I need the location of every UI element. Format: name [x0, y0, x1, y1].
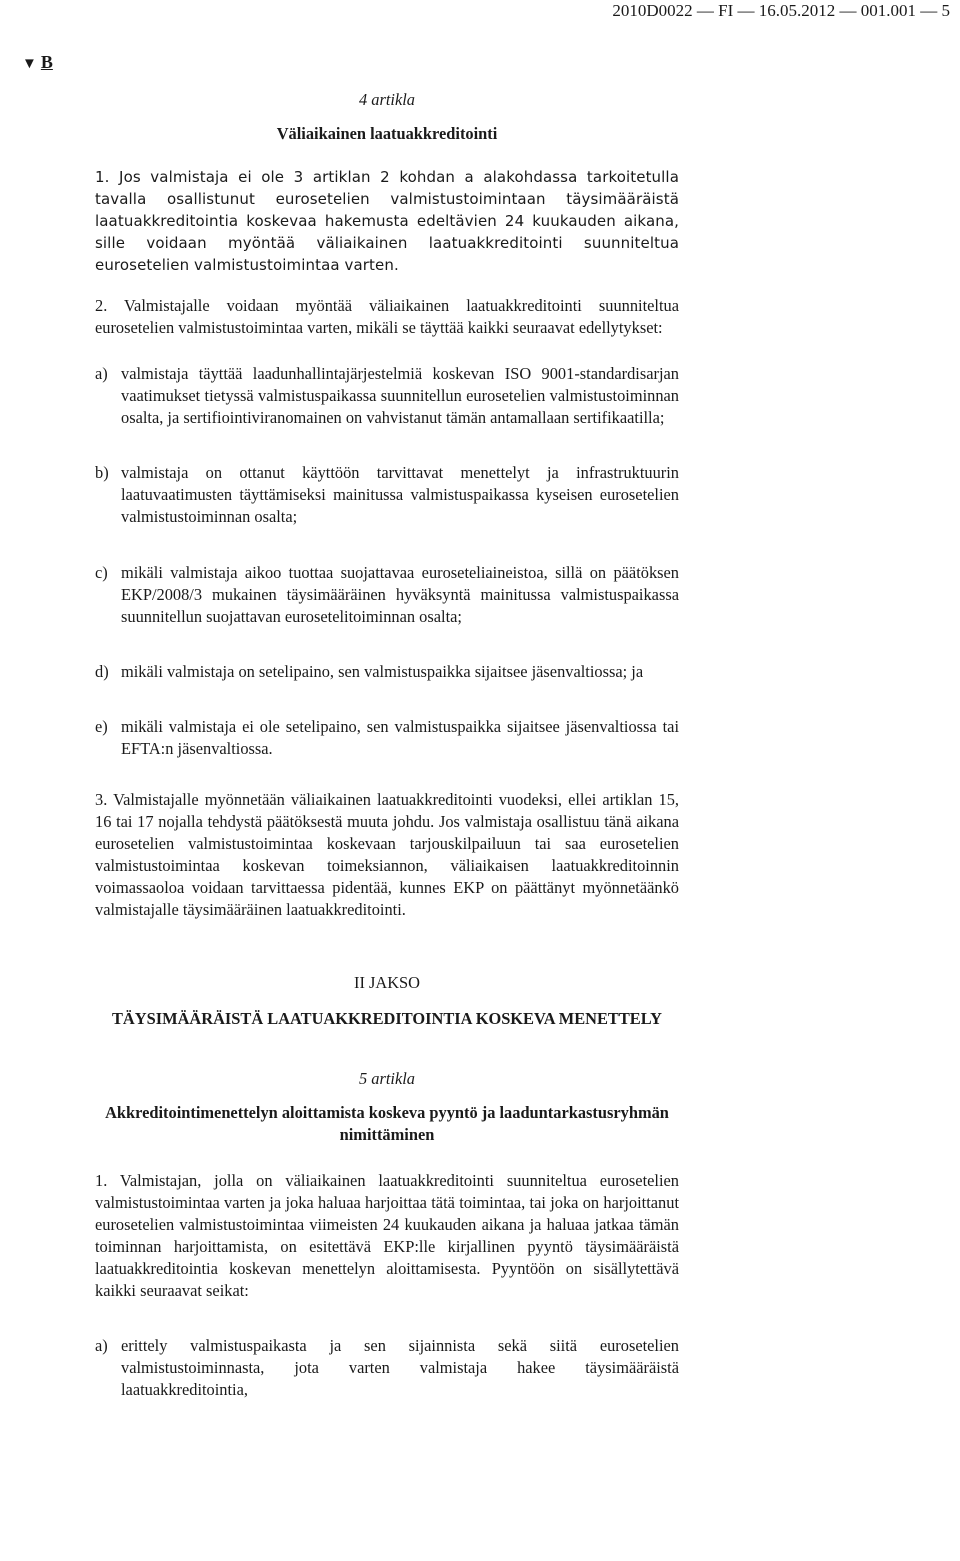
item-label: e) — [95, 717, 108, 736]
article-5-title: Akkreditointimenettelyn aloittamista koskeva pyyntö ja laaduntarkastusryhmän nimittäminen — [105, 1103, 669, 1144]
article-5-number: 5 artikla — [359, 1069, 415, 1088]
amendment-marker — [22, 50, 53, 76]
article-4-paragraph-1: 1. Jos valmistaja ei ole 3 artiklan 2 kohdan a alakohdassa tarkoitetulla tavalla osallistunut eurosetelien valmistustoimintaan täysimääräistä laatuakkreditointia koskevaa hakemusta edeltävien 24 kuukauden aikana, sille voidaan myöntää väliaikainen laatuakkreditointi suunniteltua eurosetelien valmistustoimintaa varten. — [95, 168, 679, 274]
item-text: erittely valmistuspaikasta ja sen sijainnista sekä siitä eurosetelien valmistustoiminnasta, jota varten valmistaja hakee täysimääräistä laatuakkreditointia, — [121, 1336, 679, 1399]
item-label: d) — [95, 662, 109, 681]
document-body — [95, 87, 679, 1401]
marker-label: B — [40, 52, 53, 72]
triangle-down-icon: ▼ — [22, 56, 37, 72]
article-5-item-a — [95, 1335, 679, 1401]
item-label: a) — [95, 1336, 108, 1355]
running-header: 2010D0022 — FI — 16.05.2012 — 001.001 — 5 — [612, 1, 950, 20]
article-4-item-b — [95, 462, 679, 528]
item-label: c) — [95, 563, 108, 582]
article-4-number: 4 artikla — [359, 90, 415, 109]
item-text: valmistaja on ottanut käyttöön tarvittavat menettelyt ja infrastruktuurin laatuvaatimusten täyttämiseksi mainitussa valmistuspaikassa kyseisen eurosetelien valmistustoiminnan osalta; — [121, 463, 679, 526]
item-label: b) — [95, 463, 109, 482]
article-4-paragraph-3: 3. Valmistajalle myönnetään väliaikainen laatuakkreditointi vuodeksi, ellei artiklan 15, 16 tai 17 nojalla tehdystä päätöksestä muuta johdu. Jos valmistaja osallistuu tänä aikana eurosetelien valmistustoimintaa koskevaan tarjouskilpailuun tai saa eurosetelien valmistustoimintaa koskevan toimeksiannon, väliaikaisen laatuakkreditoinnin voimassaoloa voidaan tarvittaessa pidentää, kunnes EKP on päättänyt myönnetäänkö valmistajalle täysimääräinen laatuakkreditointi. — [95, 790, 679, 919]
item-text: mikäli valmistaja ei ole setelipaino, sen valmistuspaikka sijaitsee jäsenvaltiossa tai EFTA:n jäsenvaltiossa. — [121, 717, 679, 758]
section-2-title: TÄYSIMÄÄRÄISTÄ LAATUAKKREDITOINTIA KOSKEVA MENETTELY — [112, 1009, 662, 1028]
article-4-item-c — [95, 562, 679, 628]
item-text: mikäli valmistaja aikoo tuottaa suojattavaa euroseteliaineistoa, sillä on päätöksen EKP/2008/3 mukainen täysimääräinen hyväksyntä mainitussa valmistuspaikassa suunnitellun suojattavan eurosetelitoiminnan osalta; — [121, 563, 679, 626]
item-label: a) — [95, 364, 108, 383]
item-text: mikäli valmistaja on setelipaino, sen valmistuspaikka sijaitsee jäsenvaltiossa; ja — [121, 662, 644, 681]
article-4-item-e — [95, 716, 679, 760]
article-4-title: Väliaikainen laatuakkreditointi — [276, 124, 498, 143]
section-2-number: II JAKSO — [353, 973, 421, 992]
article-4-paragraph-2: 2. Valmistajalle voidaan myöntää väliaikainen laatuakkreditointi suunniteltua eurosetelien valmistustoimintaa varten, mikäli se täyttää kaikki seuraavat edellytykset: — [95, 296, 679, 337]
article-4-item-a — [95, 363, 679, 429]
article-5-paragraph-1: 1. Valmistajan, jolla on väliaikainen laatuakkreditointi suunniteltua eurosetelien valmistustoimintaa varten ja joka haluaa harjoittaa tätä toimintaa, tai joka on harjoittanut eurosetelien valmistustoimintaa viimeisten 24 kuukauden aikana ja haluaa jatkaa tämän toiminnan harjoittamista, on esitettävä EKP:lle kirjallinen pyyntö täysimääräistä laatuakkreditointia koskevan menettelyn aloittamisesta. Pyyntöön on sisällytettävä kaikki seuraavat seikat: — [95, 1171, 679, 1300]
item-text: valmistaja täyttää laadunhallintajärjestelmiä koskevan ISO 9001-standardisarjan vaatimukset tietyssä valmistuspaikassa suunnitellun eurosetelien valmistustoiminnan osalta, ja sertifiointiviranomainen on vahvistanut tämän antamallaan sertifikaatilla; — [121, 364, 679, 427]
article-4-item-d — [95, 661, 679, 683]
